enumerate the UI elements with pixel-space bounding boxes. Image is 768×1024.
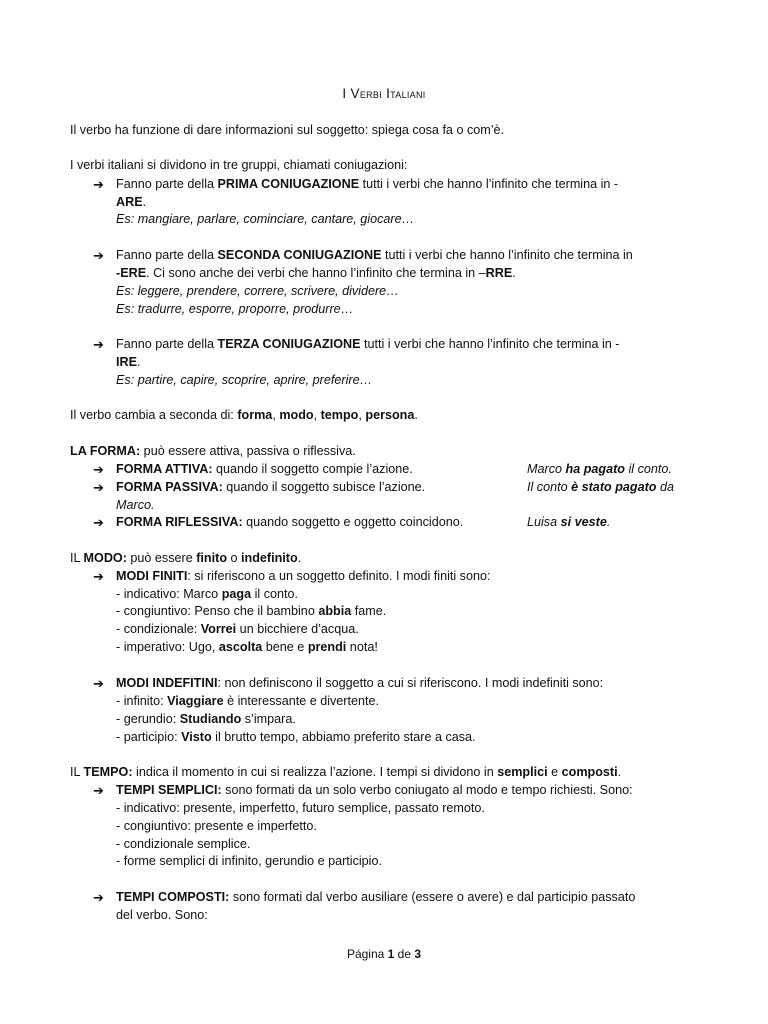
- groups-intro: I verbi italiani si dividono in tre gruppi, chiamati coniugazioni:: [70, 158, 408, 172]
- arrow-right-icon: ➔: [93, 248, 104, 263]
- modo-condizionale: - condizionale: Vorrei un bicchiere d’acqua.: [116, 622, 359, 636]
- page-title: I Verbi Italiani: [342, 86, 426, 101]
- intro-paragraph: Il verbo ha funzione di dare informazioni sul soggetto: spiega cosa fa o com’è.: [70, 123, 505, 137]
- forma-passiva-example-cont: Marco.: [116, 498, 155, 512]
- modo-gerundio: - gerundio: Studiando s’impara.: [116, 712, 296, 726]
- terza-coniugazione-line: Fanno parte della TERZA CONIUGAZIONE tutti i verbi che hanno l’infinito che termina in -: [116, 337, 620, 351]
- arrow-right-icon: ➔: [93, 177, 104, 192]
- tempi-semplici-item: - forme semplici di infinito, gerundio e participio.: [116, 854, 382, 868]
- modi-indefiniti-line: MODI INDEFITINI: non definiscono il soggetto a cui si riferiscono. I modi indefiniti sono:: [116, 676, 604, 690]
- prima-coniugazione-line: Fanno parte della PRIMA CONIUGAZIONE tutti i verbi che hanno l’infinito che termina in -: [116, 177, 619, 191]
- arrow-right-icon: ➔: [93, 337, 104, 352]
- modo-indicativo: - indicativo: Marco paga il conto.: [116, 587, 298, 601]
- modi-finiti-line: MODI FINITI: si riferiscono a un soggetto definito. I modi finiti sono:: [116, 569, 491, 583]
- arrow-right-icon: ➔: [93, 515, 104, 530]
- seconda-ending: -ERE. Ci sono anche dei verbi che hanno l’infinito che termina in –RRE.: [116, 266, 516, 280]
- forma-riflessiva-line: FORMA RIFLESSIVA: quando soggetto e oggetto coincidono.: [116, 515, 464, 529]
- tempi-composti-line-cont: del verbo. Sono:: [116, 908, 208, 922]
- terza-ending: IRE.: [116, 355, 141, 369]
- modo-congiuntivo: - congiuntivo: Penso che il bambino abbia fame.: [116, 604, 387, 618]
- forma-riflessiva-example: Luisa si veste.: [527, 515, 611, 529]
- tempi-composti-line: TEMPI COMPOSTI: sono formati dal verbo ausiliare (essere o avere) e dal participio passato: [116, 890, 636, 904]
- tempi-semplici-line: TEMPI SEMPLICI: sono formati da un solo verbo coniugato al modo e tempo richiesti. Sono:: [116, 783, 633, 797]
- terza-example: Es: partire, capire, scoprire, aprire, preferire…: [116, 373, 373, 387]
- forma-attiva-line: FORMA ATTIVA: quando il soggetto compie l’azione.: [116, 462, 413, 476]
- prima-example: Es: mangiare, parlare, cominciare, cantare, giocare…: [116, 212, 415, 226]
- tempi-semplici-item: - condizionale semplice.: [116, 837, 251, 851]
- forma-heading: LA FORMA: può essere attiva, passiva o riflessiva.: [70, 444, 356, 458]
- forma-passiva-example: Il conto è stato pagato da: [527, 480, 674, 494]
- modo-infinito: - infinito: Viaggiare è interessante e divertente.: [116, 694, 380, 708]
- arrow-right-icon: ➔: [93, 676, 104, 691]
- tempi-semplici-item: - indicativo: presente, imperfetto, futuro semplice, passato remoto.: [116, 801, 485, 815]
- arrow-right-icon: ➔: [93, 890, 104, 905]
- forma-attiva-example: Marco ha pagato il conto.: [527, 462, 672, 476]
- modo-heading: IL MODO: può essere finito o indefinito.: [70, 551, 302, 565]
- page-footer: Página 1 de 3: [346, 947, 422, 961]
- tempi-semplici-item: - congiuntivo: presente e imperfetto.: [116, 819, 317, 833]
- prima-ending: ARE.: [116, 195, 147, 209]
- modo-imperativo: - imperativo: Ugo, ascolta bene e prendi nota!: [116, 640, 378, 654]
- arrow-right-icon: ➔: [93, 783, 104, 798]
- modo-participio: - participio: Visto il brutto tempo, abbiamo preferito stare a casa.: [116, 730, 476, 744]
- forma-passiva-line: FORMA PASSIVA: quando il soggetto subisce l’azione.: [116, 480, 426, 494]
- arrow-right-icon: ➔: [93, 462, 104, 477]
- arrow-right-icon: ➔: [93, 569, 104, 584]
- seconda-coniugazione-line: Fanno parte della SECONDA CONIUGAZIONE tutti i verbi che hanno l’infinito che termina in: [116, 248, 633, 262]
- arrow-right-icon: ➔: [93, 480, 104, 495]
- tempo-heading: IL TEMPO: indica il momento in cui si realizza l’azione. I tempi si dividono in semplici e composti.: [70, 765, 622, 779]
- seconda-example-1: Es: leggere, prendere, correre, scrivere, dividere…: [116, 284, 399, 298]
- seconda-example-2: Es: tradurre, esporre, proporre, produrre…: [116, 302, 354, 316]
- verb-changes-line: Il verbo cambia a seconda di: forma, modo, tempo, persona.: [70, 408, 418, 422]
